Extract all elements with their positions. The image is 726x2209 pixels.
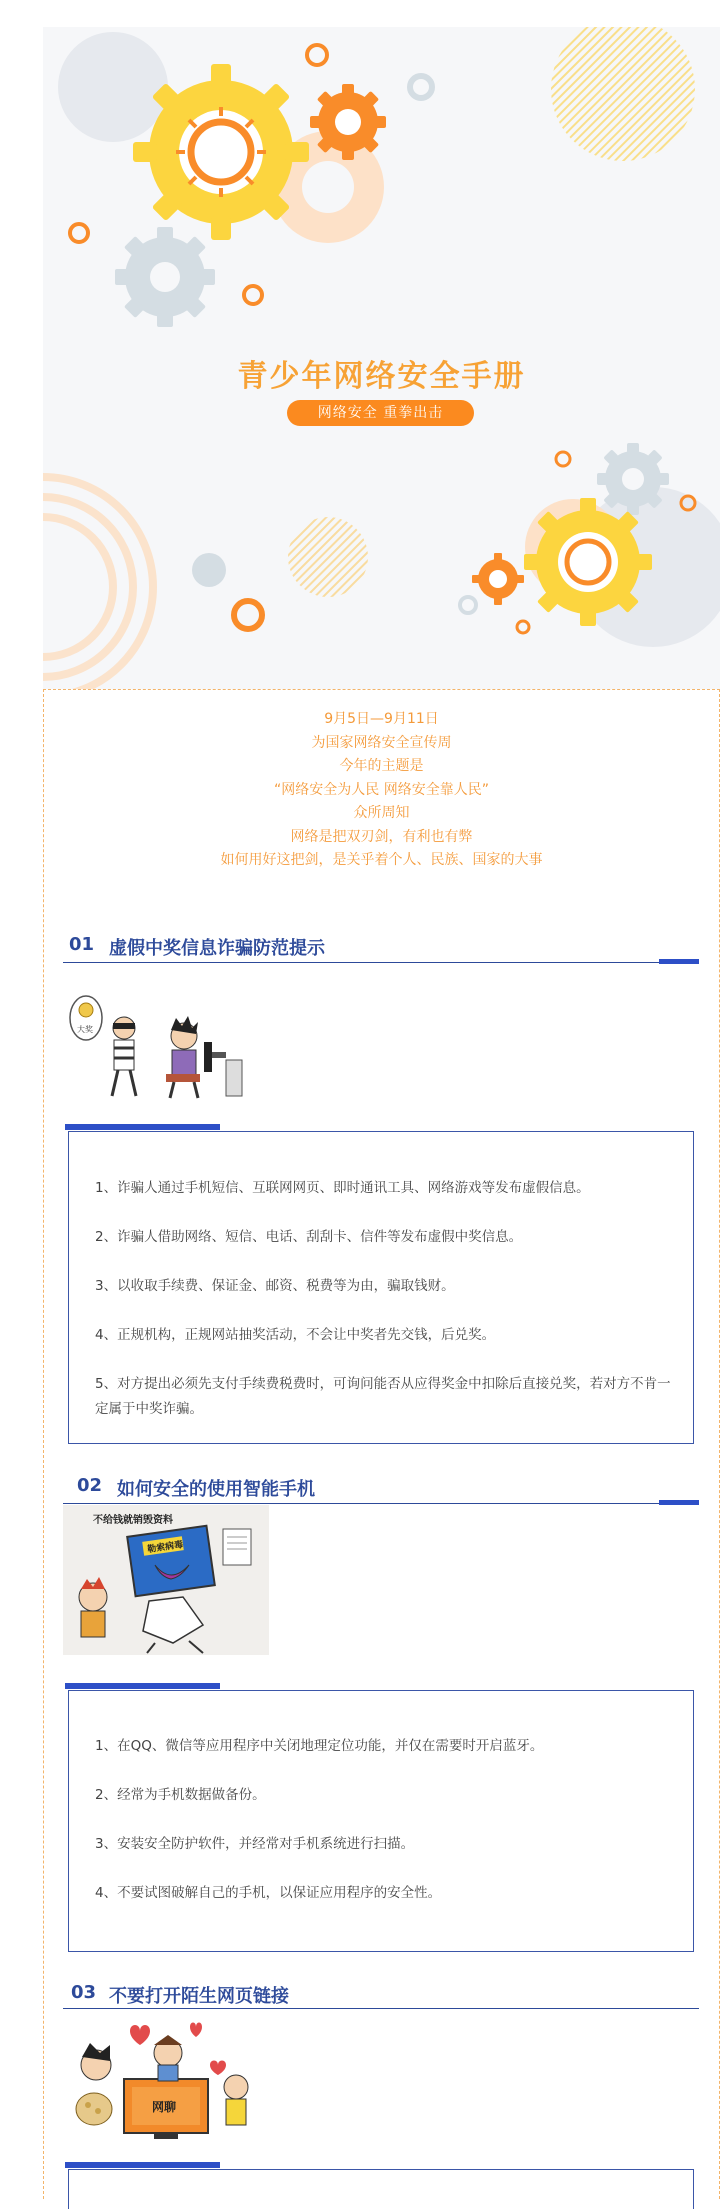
- intro-text: [43, 708, 720, 873]
- section-1-tips-box: [68, 1131, 694, 1444]
- intro-line: 9月5日—9月11日: [324, 711, 439, 727]
- section-title: 如何安全的使用智能手机: [117, 1479, 315, 1500]
- section-3-tips-box: [68, 2169, 694, 2209]
- intro-line: 为国家网络安全宣传周: [311, 734, 452, 751]
- intro-line: 网络是把双刃剑，有利也有弊: [290, 828, 473, 845]
- online-chat-illustration: [70, 2013, 270, 2143]
- section-underline: [63, 962, 699, 963]
- section-underline: [63, 2008, 699, 2009]
- tip-item: 1、诈骗人通过手机短信、互联网网页、即时通讯工具、网络游戏等发布虚假信息。: [95, 1180, 590, 1196]
- intro-line: 如何用好这把剑，是关乎着个人、民族、国家的大事: [220, 852, 543, 868]
- tip-item: 2、经常为手机数据做备份。: [95, 1787, 266, 1803]
- hero-title: 青少年网络安全手册: [237, 359, 526, 394]
- tip-item: 3、以收取手续费、保证金、邮资、税费等为由，骗取钱财。: [95, 1278, 455, 1294]
- intro-line: 今年的主题是: [339, 758, 424, 774]
- section-number: 03: [71, 1982, 97, 2003]
- section-1-heading: [63, 934, 699, 964]
- content-frame: [43, 689, 720, 2199]
- section-number: 01: [69, 934, 95, 955]
- box-accent-bar: [65, 2162, 220, 2168]
- section-2-tips-box: [68, 1690, 694, 1952]
- ransomware-illustration: [63, 1505, 269, 1655]
- section-3-heading: [63, 1982, 699, 2012]
- tip-item: 5、对方提出必须先支付手续费税费时，可询问能否从应得奖金中扣除后直接兑奖，若对方不肯一定属于中奖诈骗。: [95, 1376, 671, 1417]
- chat-screen-text: 网聊: [152, 2100, 177, 2114]
- hero-subtitle-pill: 网络安全 重拳出击: [287, 400, 474, 426]
- tip-item: 1、在QQ、微信等应用程序中关闭地理定位功能，并仅在需要时开启蓝牙。: [95, 1738, 544, 1754]
- intro-line: 众所周知: [353, 805, 410, 821]
- section-underline: [63, 1503, 699, 1504]
- tip-item: 2、诈骗人借助网络、短信、电话、刮刮卡、信件等发布虚假中奖信息。: [95, 1229, 523, 1245]
- section-accent-bar: [659, 959, 699, 964]
- tip-item: 3、安装安全防护软件，并经常对手机系统进行扫描。: [95, 1836, 415, 1852]
- ransomware-screen-text: 勒索病毒: [146, 1540, 184, 1556]
- intro-line: “网络安全为人民 网络安全靠人民”: [274, 781, 489, 798]
- section-number: 02: [77, 1475, 103, 1496]
- tip-item: 4、不要试图破解自己的手机，以保证应用程序的安全性。: [95, 1885, 442, 1901]
- section-title: 虚假中奖信息诈骗防范提示: [109, 938, 325, 959]
- section-title: 不要打开陌生网页链接: [109, 1986, 289, 2007]
- tip-item: 4、正规机构，正规网站抽奖活动，不会让中奖者先交钱，后兑奖。: [95, 1327, 496, 1343]
- box-accent-bar: [65, 1124, 220, 1130]
- lottery-bubble-text: 大奖: [77, 1025, 93, 1034]
- section-accent-bar: [659, 1500, 699, 1505]
- section-2-heading: [63, 1475, 699, 1505]
- hero-banner: [43, 27, 720, 689]
- box-accent-bar: [65, 1683, 220, 1689]
- lottery-fraud-illustration: [66, 988, 266, 1108]
- ransomware-caption: 不给钱就销毁资料: [93, 1515, 173, 1526]
